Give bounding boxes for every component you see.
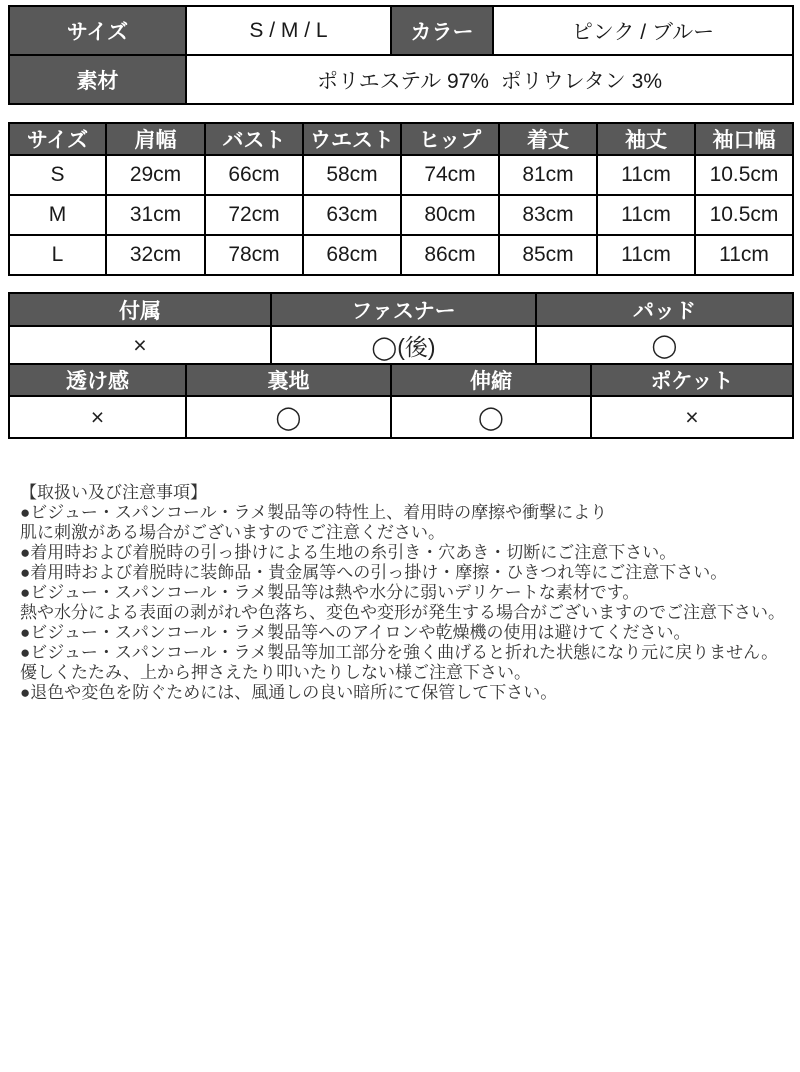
cell: S (9, 155, 106, 195)
cell: 58cm (303, 155, 401, 195)
size-label: サイズ (9, 6, 186, 55)
feature-header-stretch: 伸縮 (391, 364, 591, 396)
care-note-line: ●着用時および着脱時に装飾品・貴金属等への引っ掛け・摩擦・ひきつれ等にご注意下さい。 (20, 563, 728, 582)
cell: 74cm (401, 155, 499, 195)
col-header-shoulder: 肩幅 (106, 123, 205, 155)
care-notes (20, 483, 800, 703)
features-table-1 (8, 292, 794, 365)
cell: 10.5cm (695, 195, 793, 235)
feature-header-lining: 裏地 (186, 364, 391, 396)
cell: 80cm (401, 195, 499, 235)
feature-header-sheerness: 透け感 (9, 364, 186, 396)
care-note-line: 熱や水分による表面の剥がれや色落ち、変色や変形が発生する場合がございますのでご注意下さい。 (20, 603, 785, 622)
cell: 29cm (106, 155, 205, 195)
cell: 11cm (597, 195, 695, 235)
color-value: ピンク / ブルー (493, 6, 793, 55)
feature-value-sheerness: × (9, 396, 186, 438)
feature-value-accessory: × (9, 326, 271, 364)
col-header-size: サイズ (9, 123, 106, 155)
care-note-line: ●ビジュー・スパンコール・ラメ製品等加工部分を強く曲げると折れた状態になり元に戻りません。 (20, 643, 779, 662)
cell: 86cm (401, 235, 499, 275)
cell: 11cm (695, 235, 793, 275)
feature-value-pad: ◯ (536, 326, 793, 364)
care-note-line: ●ビジュー・スパンコール・ラメ製品等の特性上、着用時の摩擦や衝撃により (20, 503, 608, 522)
col-header-bust: バスト (205, 123, 303, 155)
features-table-2 (8, 363, 794, 439)
cell: 85cm (499, 235, 597, 275)
cell: 72cm (205, 195, 303, 235)
size-value: S / M / L (186, 6, 391, 55)
cell: 11cm (597, 235, 695, 275)
cell: 78cm (205, 235, 303, 275)
cell: 10.5cm (695, 155, 793, 195)
col-header-cuff: 袖口幅 (695, 123, 793, 155)
cell: 83cm (499, 195, 597, 235)
color-label: カラー (391, 6, 493, 55)
cell: 31cm (106, 195, 205, 235)
col-header-hip: ヒップ (401, 123, 499, 155)
care-note-line: ●ビジュー・スパンコール・ラメ製品等へのアイロンや乾燥機の使用は避けてください。 (20, 623, 691, 642)
care-note-line: 優しくたたみ、上から押さえたり叩いたりしない様ご注意下さい。 (20, 663, 532, 682)
feature-header-fastener: ファスナー (271, 293, 536, 326)
cell: 32cm (106, 235, 205, 275)
cell: 11cm (597, 155, 695, 195)
feature-header-accessory: 付属 (9, 293, 271, 326)
col-header-length: 着丈 (499, 123, 597, 155)
measurements-table (8, 122, 794, 276)
feature-value-fastener: ◯(後) (271, 326, 536, 364)
col-header-sleeve: 袖丈 (597, 123, 695, 155)
feature-value-lining: ◯ (186, 396, 391, 438)
cell: 66cm (205, 155, 303, 195)
feature-header-pocket: ポケット (591, 364, 793, 396)
material-label: 素材 (9, 55, 186, 104)
col-header-waist: ウエスト (303, 123, 401, 155)
cell: 68cm (303, 235, 401, 275)
material-value: ポリエステル 97% ポリウレタン 3% (186, 55, 793, 104)
cell: M (9, 195, 106, 235)
cell: 63cm (303, 195, 401, 235)
feature-header-pad: パッド (536, 293, 793, 326)
feature-value-stretch: ◯ (391, 396, 591, 438)
table-row-m (9, 195, 793, 235)
care-note-line: ●ビジュー・スパンコール・ラメ製品等は熱や水分に弱いデリケートな素材です。 (20, 583, 640, 602)
care-note-line: ●着用時および着脱時の引っ掛けによる生地の糸引き・穴あき・切断にご注意下さい。 (20, 543, 677, 562)
care-note-line: 肌に刺激がある場合がございますのでご注意ください。 (20, 523, 445, 542)
cell: L (9, 235, 106, 275)
care-notes-title: 【取扱い及び注意事項】 (20, 483, 207, 502)
info-table (8, 5, 794, 105)
table-row-l (9, 235, 793, 275)
feature-value-pocket: × (591, 396, 793, 438)
care-note-line: ●退色や変色を防ぐためには、風通しの良い暗所にて保管して下さい。 (20, 683, 558, 702)
cell: 81cm (499, 155, 597, 195)
table-row-s (9, 155, 793, 195)
